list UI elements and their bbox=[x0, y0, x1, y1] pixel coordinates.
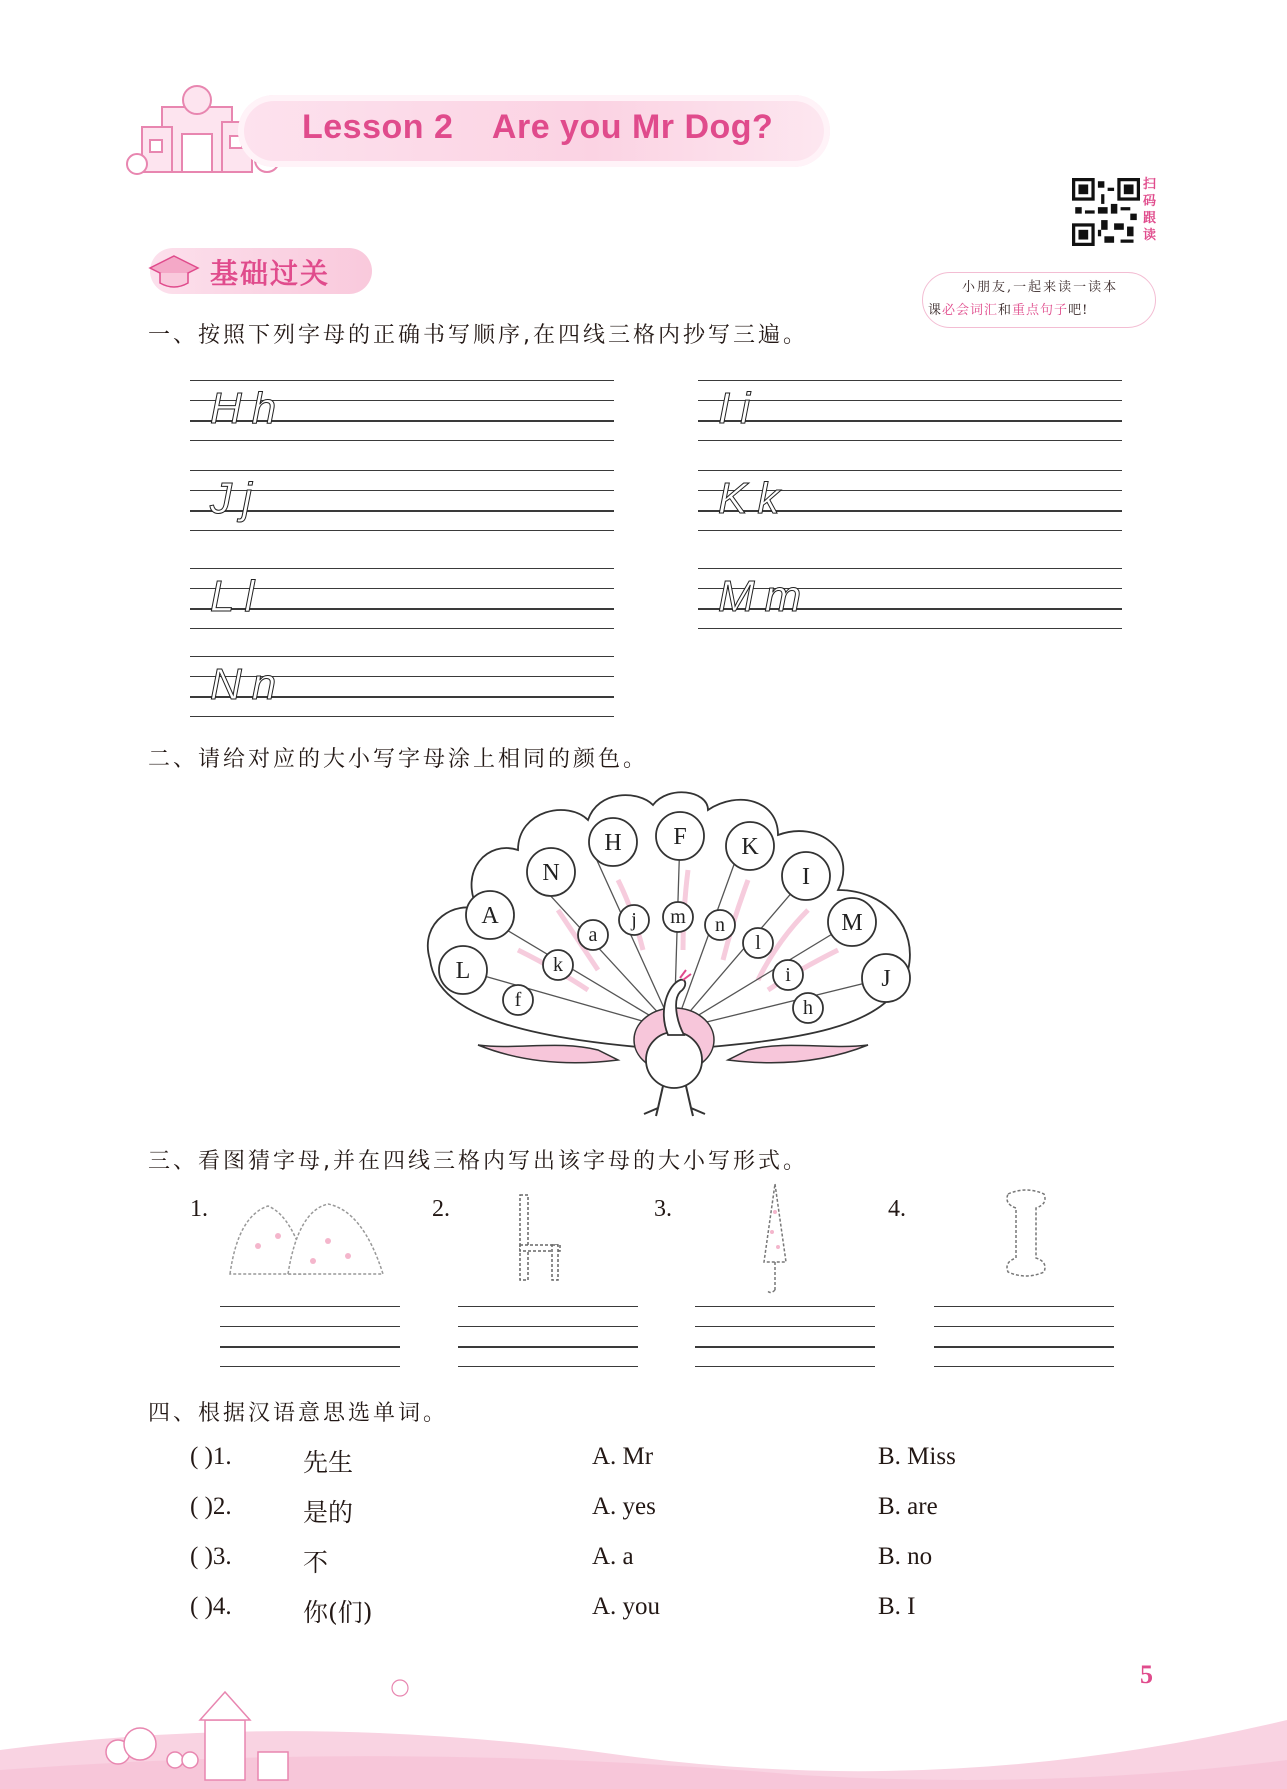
option-a: A. Mr bbox=[592, 1443, 654, 1470]
letter-model: Ll bbox=[210, 572, 265, 621]
peacock-letter: a bbox=[588, 924, 598, 946]
tip-line-1: 小朋友,一起来读一读本 bbox=[962, 280, 1119, 295]
writing-stave-ii[interactable] bbox=[698, 380, 1122, 440]
answer-bracket[interactable]: ( )1. bbox=[190, 1443, 232, 1470]
peacock-letter: N bbox=[542, 860, 560, 886]
letter-model: Mm bbox=[718, 572, 812, 621]
option-b: B. are bbox=[878, 1493, 938, 1520]
option-a: A. yes bbox=[592, 1493, 656, 1520]
letter-model: Ii bbox=[718, 384, 760, 433]
question-3-heading: 三、看图猜字母,并在四线三格内写出该字母的大小写形式。 bbox=[148, 1149, 808, 1174]
choice-row bbox=[190, 1543, 1090, 1577]
writing-stave-hh[interactable] bbox=[190, 380, 614, 440]
letter-model: Nn bbox=[210, 660, 287, 709]
letter-model: Kk bbox=[718, 474, 790, 523]
choice-row bbox=[190, 1593, 1090, 1627]
peacock-illustration bbox=[418, 790, 930, 1120]
qr-code[interactable] bbox=[1072, 178, 1140, 246]
peacock-letter: H bbox=[604, 830, 622, 856]
chinese-meaning: 先生 bbox=[303, 1448, 354, 1477]
letter-model: Hh bbox=[210, 384, 287, 433]
writing-stave-jj[interactable] bbox=[190, 470, 614, 530]
option-b: B. no bbox=[878, 1543, 933, 1570]
section-label: 基础过关 bbox=[210, 257, 331, 290]
mountains-picture bbox=[228, 1196, 388, 1276]
peacock-letter: J bbox=[881, 966, 891, 992]
umbrella-picture bbox=[760, 1182, 790, 1297]
peacock-letter: f bbox=[514, 989, 522, 1011]
writing-stave-mm[interactable] bbox=[698, 568, 1122, 628]
question-1-heading: 一、按照下列字母的正确书写顺序,在四线三格内抄写三遍。 bbox=[148, 323, 808, 348]
option-b: B. I bbox=[878, 1593, 916, 1620]
choice-row bbox=[190, 1443, 1090, 1477]
chinese-meaning: 是的 bbox=[303, 1498, 354, 1527]
peacock-letter: M bbox=[841, 910, 863, 936]
answer-stave-1[interactable] bbox=[220, 1306, 400, 1366]
footer-decoration bbox=[0, 1660, 1287, 1789]
option-a: A. a bbox=[592, 1543, 634, 1570]
peacock-letter: A bbox=[481, 903, 499, 929]
peacock-letter: K bbox=[741, 834, 759, 860]
peacock-letter: l bbox=[755, 932, 761, 954]
item-number: 3. bbox=[654, 1196, 672, 1222]
peacock-letter: i bbox=[785, 964, 791, 986]
page-number: 5 bbox=[1140, 1660, 1153, 1689]
item-number: 4. bbox=[888, 1196, 906, 1222]
peacock-letter: k bbox=[553, 954, 563, 976]
writing-stave-nn[interactable] bbox=[190, 656, 614, 716]
answer-bracket[interactable]: ( )4. bbox=[190, 1593, 232, 1620]
writing-stave-kk[interactable] bbox=[698, 470, 1122, 530]
bone-picture bbox=[996, 1186, 1056, 1281]
answer-bracket[interactable]: ( )2. bbox=[190, 1493, 232, 1520]
writing-stave-ll[interactable] bbox=[190, 568, 614, 628]
peacock-letter: h bbox=[803, 997, 813, 1019]
answer-stave-2[interactable] bbox=[458, 1306, 638, 1366]
chair-picture bbox=[510, 1190, 570, 1285]
peacock-letter: I bbox=[802, 864, 810, 890]
choice-row bbox=[190, 1493, 1090, 1527]
scan-follow-label: 扫 码 跟 读 bbox=[1143, 177, 1157, 243]
tip-line-2: 课必会词汇和重点句子吧! bbox=[928, 303, 1089, 318]
peacock-letter: n bbox=[715, 914, 725, 936]
question-2-heading: 二、请给对应的大小写字母涂上相同的颜色。 bbox=[148, 747, 649, 772]
graduation-cap-icon bbox=[148, 252, 200, 292]
peacock-letter: L bbox=[455, 958, 471, 984]
item-number: 1. bbox=[190, 1196, 208, 1222]
peacock-letter: F bbox=[673, 824, 687, 850]
question-4-heading: 四、根据汉语意思选单词。 bbox=[148, 1401, 449, 1426]
chinese-meaning: 你(们) bbox=[303, 1598, 373, 1627]
page-title: Lesson 2 Are you Mr Dog? bbox=[302, 108, 774, 146]
chinese-meaning: 不 bbox=[303, 1548, 329, 1577]
peacock-letter: j bbox=[631, 909, 637, 931]
peacock-letter: m bbox=[670, 906, 686, 928]
letter-model: Jj bbox=[210, 474, 262, 523]
option-b: B. Miss bbox=[878, 1443, 956, 1470]
answer-bracket[interactable]: ( )3. bbox=[190, 1543, 232, 1570]
answer-stave-3[interactable] bbox=[695, 1306, 875, 1366]
item-number: 2. bbox=[432, 1196, 450, 1222]
option-a: A. you bbox=[592, 1593, 661, 1620]
answer-stave-4[interactable] bbox=[934, 1306, 1114, 1366]
